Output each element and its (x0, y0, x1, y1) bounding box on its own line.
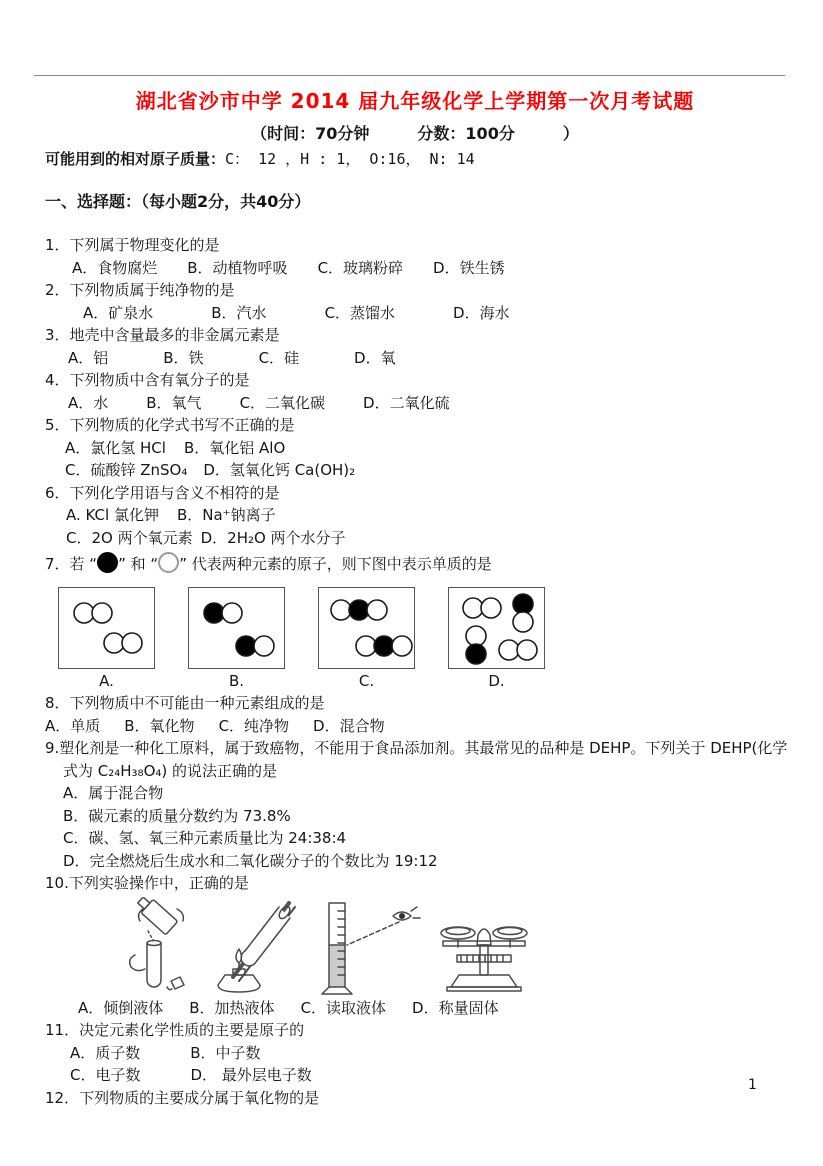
question-text: 5．下列物质的化学式书写不正确的是 (45, 416, 295, 434)
option-line (78, 997, 785, 1020)
option: C．硅 (258, 348, 300, 367)
question-text: 10.下列实验操作中，正确的是 (45, 874, 249, 892)
option: B．氧化铝 AlO (183, 438, 286, 457)
option: C．2O 两个氧元素 (66, 528, 193, 547)
question-7 (45, 549, 785, 692)
option-line (63, 782, 785, 805)
option: A．质子数 (70, 1043, 141, 1062)
option: D． 最外层电子数 (190, 1066, 312, 1084)
question-text: 2．下列物质属于纯净物的是 (45, 281, 235, 299)
option: D．海水 (453, 303, 510, 322)
option: D．氧 (354, 348, 396, 367)
option: C．蒸馏水 (324, 303, 396, 322)
option: C．玻璃粉碎 (317, 258, 404, 277)
option: A．单质 (45, 716, 101, 735)
molecule-box-icon (58, 587, 155, 669)
molecule-box-icon (318, 587, 415, 669)
page-number: 1 (748, 1077, 757, 1093)
weigh-solid-figure (431, 897, 537, 997)
option: D．2H₂O 两个水分子 (200, 528, 346, 547)
option: D．二氧化硫 (363, 393, 450, 412)
question-12 (45, 1087, 785, 1110)
question-list (45, 234, 788, 1109)
option-line (68, 347, 785, 370)
option: C．碳、氢、氧三种元素质量比为 24:38:4 (63, 829, 347, 847)
question-text: 6．下列化学用语与含义不相符的是 (45, 483, 280, 502)
question-text-segment: ” 代表两种元素的原子，则下图中表示单质的是 (179, 555, 492, 573)
lab-figure-row (107, 897, 785, 997)
section-heading-choice: 一、选择题：（每小题2分，共40分） (45, 192, 311, 211)
option: B．氧化物 (124, 716, 195, 735)
question-text (45, 549, 785, 579)
atomic-mass-values: C： 12 ，H : 1， O:16， N: 14 (225, 150, 475, 168)
molecule-box-icon (448, 587, 545, 669)
page-title: 湖北省沙市中学 2014 届九年级化学上学期第一次月考试题 (135, 89, 695, 113)
option-line (70, 1064, 785, 1087)
option-line (68, 392, 785, 415)
question-5 (45, 414, 785, 482)
option: C．二氧化碳 (239, 393, 326, 412)
read-volume-figure (307, 897, 425, 997)
option: A．食物腐烂 (72, 258, 158, 277)
molecule-box-icon (188, 587, 285, 669)
white-atom-icon (158, 552, 179, 573)
question-6 (45, 482, 785, 550)
option: C．硫酸锌 ZnSO₄ (65, 461, 188, 479)
option-line (45, 715, 785, 738)
option: C．读取液体 (300, 998, 387, 1017)
question-text: 12．下列物质的主要成分属于氧化物的是 (45, 1088, 320, 1107)
option-line (66, 527, 785, 550)
question-text: 9.塑化剂是一种化工原料，属于致癌物，不能用于食品添加剂。其最常见的品种是 DEHP。下列关于 DEHP(化学 (45, 739, 788, 757)
question-2 (45, 279, 785, 324)
question-9 (45, 737, 788, 872)
question-3 (45, 324, 785, 369)
question-10 (45, 872, 785, 1019)
option: D．氢氧化钙 Ca(OH)₂ (203, 461, 356, 479)
molecule-diagram-A (58, 587, 155, 692)
question-text: 式为 C₂₄H₃₈O₄) 的说法正确的是 (63, 761, 278, 780)
option-line (66, 504, 785, 527)
option: B．氧气 (146, 393, 202, 412)
option-line (63, 805, 785, 828)
option: B．加热液体 (189, 998, 275, 1017)
header-rule (34, 75, 785, 76)
option: D．混合物 (313, 716, 385, 735)
option: A．氯化氢 HCl (65, 438, 166, 457)
option: A．属于混合物 (63, 784, 164, 802)
document-content (45, 82, 788, 1109)
heat-liquid-figure (209, 897, 301, 997)
option: D．铁生锈 (433, 258, 505, 277)
option: A．铝 (68, 348, 109, 367)
option-line (83, 302, 785, 325)
molecule-diagram-row (58, 587, 785, 692)
option-line (65, 437, 785, 460)
option: B．Na⁺钠离子 (176, 506, 276, 524)
question-text: 1．下列属于物理变化的是 (45, 236, 220, 254)
pour-liquid-figure (107, 897, 203, 997)
atomic-mass-label: 可能用到的相对原子质量： (45, 150, 226, 168)
atomic-mass-line (45, 148, 785, 170)
molecule-diagram-B (188, 587, 285, 692)
question-1 (45, 234, 785, 279)
option: C．纯净物 (218, 716, 290, 735)
question-text: 4．下列物质中含有氧分子的是 (45, 371, 250, 389)
question-text: 3．地壳中含量最多的非金属元素是 (45, 326, 280, 344)
option: A．矿泉水 (83, 303, 154, 322)
black-atom-icon (97, 552, 118, 573)
option: B．中子数 (190, 1043, 261, 1062)
question-text: 11．决定元素化学性质的主要是原子的 (45, 1021, 305, 1039)
option: A. KCl 氯化钾 (66, 506, 159, 524)
option: B．动植物呼吸 (187, 258, 288, 277)
option-line (63, 827, 785, 850)
question-text: 8．下列物质中不可能由一种元素组成的是 (45, 694, 325, 712)
question-11 (45, 1019, 785, 1087)
question-8 (45, 692, 785, 737)
option: B．铁 (163, 348, 204, 367)
molecule-diagram-D (448, 587, 545, 692)
option-line (65, 459, 785, 482)
time-score-line: （时间：70分钟 分数：100分 ） (251, 124, 579, 143)
option-line (63, 850, 785, 873)
option: D．完全燃烧后生成水和二氧化碳分子的个数比为 19:12 (63, 851, 438, 870)
option: C．电子数 (70, 1066, 141, 1084)
molecule-box-label: D. (488, 672, 505, 690)
molecule-diagram-C (318, 587, 415, 692)
option: B．碳元素的质量分数约为 73.8% (63, 806, 291, 825)
molecule-box-label: A. (99, 672, 114, 690)
molecule-box-label: C. (358, 672, 375, 690)
option-line (72, 257, 785, 280)
question-text-segment: 7．若 “ (45, 555, 98, 573)
option: D．称量固体 (412, 998, 499, 1017)
option: B．汽水 (211, 303, 267, 322)
question-text-segment: ” 和 “ (118, 555, 159, 573)
option: A．水 (68, 393, 109, 412)
option-line (70, 1042, 785, 1065)
option: A．倾倒液体 (78, 998, 164, 1017)
question-4 (45, 369, 785, 414)
molecule-box-label: B. (228, 672, 245, 690)
